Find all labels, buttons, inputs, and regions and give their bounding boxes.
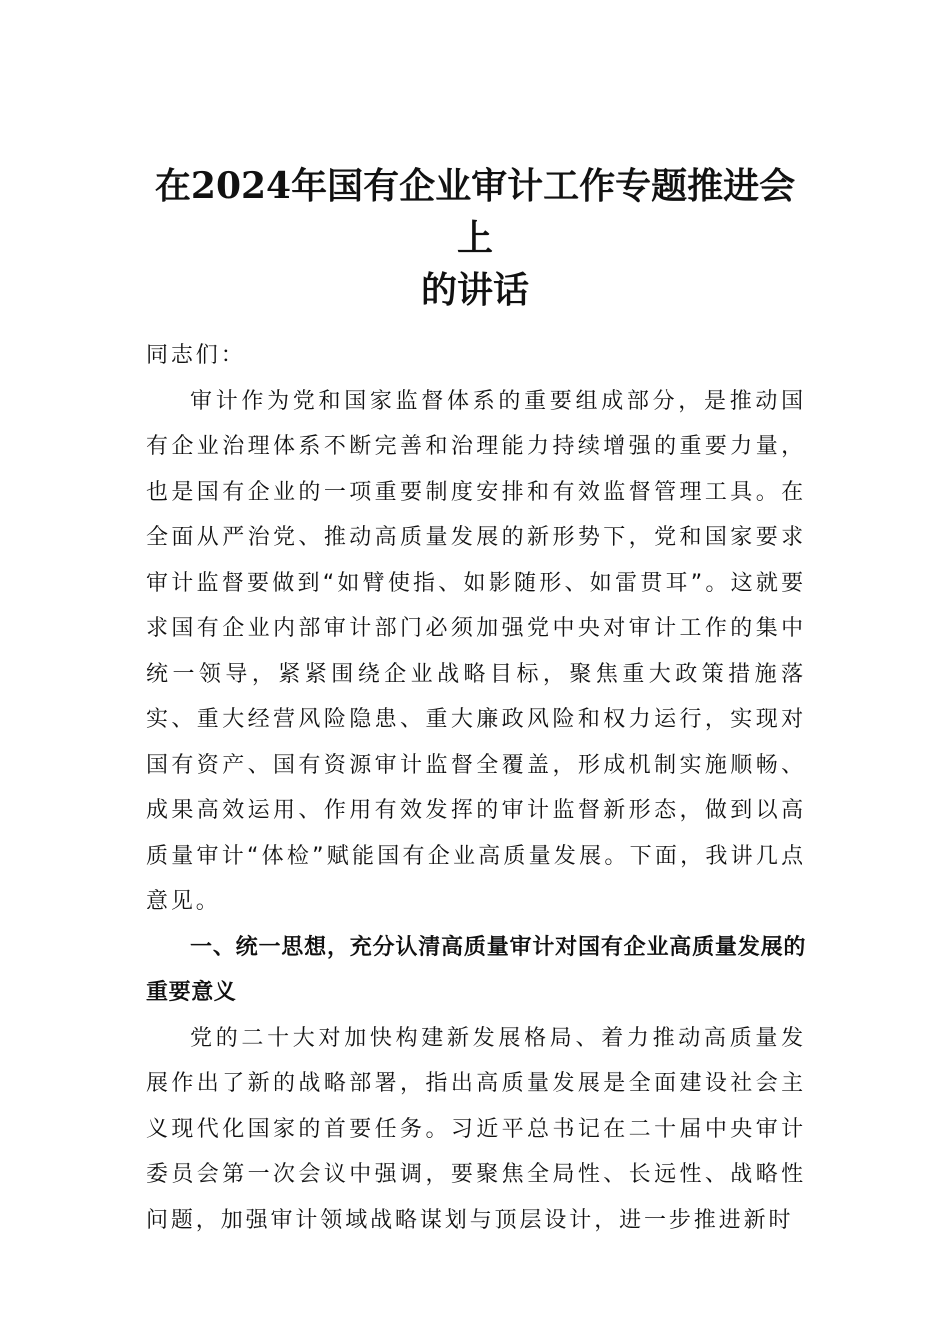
intro-paragraph: 审计作为党和国家监督体系的重要组成部分，是推动国有企业治理体系不断完善和治理能力持续增强的重要力量，也是国有企业的一项重要制度安排和有效监督管理工具。在全面从严治党、推动高质量发展的新形势下，党和国家要求审计监督要做到“如臂使指、如影随形、如雷贯耳”。这就要求国有企业内部审计部门必须加强党中央对审计工作的集中统一领导，紧紧围绕企业战略目标，聚焦重大政策措施落实、重大经营风险隐患、重大廉政风险和权力运行，实现对国有资产、国有资源审计监督全覆盖，形成机制实施顺畅、成果高效运用、作用有效发挥的审计监督新形态，做到以高质量审计“体检”赋能国有企业高质量发展。下面，我讲几点意见。: [146, 388, 806, 914]
section-1-heading: 一、统一思想，充分认清高质量审计对国有企业高质量发展的重要意义: [146, 934, 806, 1005]
section-1-paragraph: 党的二十大对加快构建新发展格局、着力推动高质量发展作出了新的战略部署，指出高质量发展是全面建设社会主义现代化国家的首要任务。习近平总书记在二十届中央审计委员会第一次会议中强调，要聚焦全局性、长远性、战略性问题，加强审计领域战略谋划与顶层设计，进一步推进新时: [146, 1025, 806, 1233]
document-title: [140, 160, 810, 316]
title-line-2: 的讲话: [420, 269, 529, 311]
title-line-1: 在2024年国有企业审计工作专题推进会上: [154, 165, 796, 259]
document-body: [146, 333, 806, 1243]
salutation: 同志们：: [146, 343, 246, 368]
